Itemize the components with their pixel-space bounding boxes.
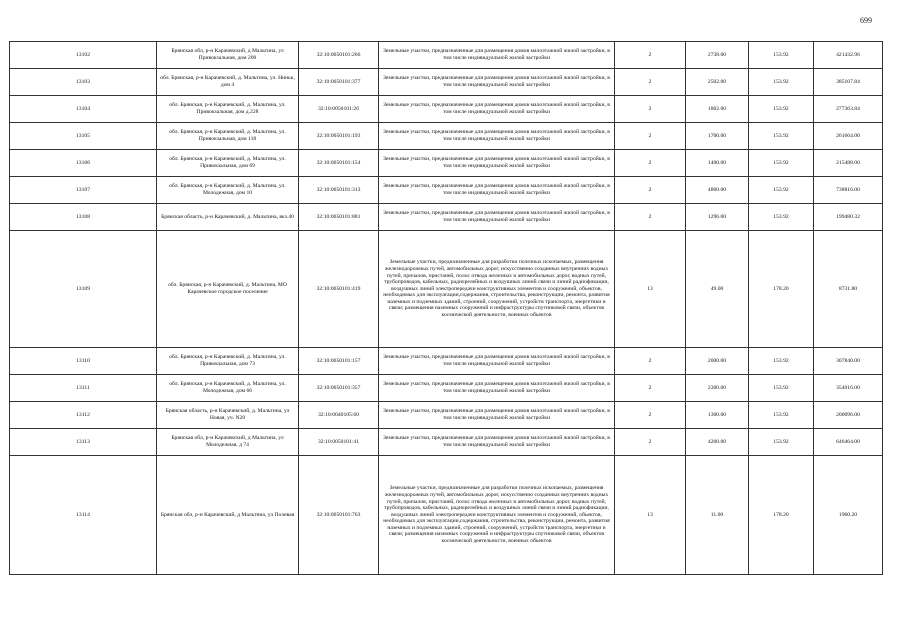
specific-value-cell: 153.92 (749, 204, 814, 231)
table-row (10, 402, 883, 429)
row-number-cell: 13112 (10, 402, 157, 429)
cadastral-value-cell: 307840.00 (814, 348, 883, 375)
page-number: 699 (860, 16, 872, 25)
row-number-cell: 13106 (10, 150, 157, 177)
use-group-code-cell: 13 (615, 456, 686, 575)
row-number-cell: 13107 (10, 177, 157, 204)
cadastral-number-cell: 32:10:0050101:41 (299, 429, 379, 456)
land-use-cell: Земельные участки, предназначенные для разработки полезных ископаемых, размещения железнодорожных путей, автомобильных дорог, искусственно созданных внутренних водных путей, причалов, пристаней, полос отвода железных и автомобильных дорог, водных путей, трубопроводов, кабельных, радиорелейных и воздушных линий связи и линий радиофикации, воздушных линий электропередачи конструктивных элементов и сооружений, объектов, необходимых для эксплуатации,содержания, строительства, реконструкции, ремонта, развития наземных и подземных зданий, строений, сооружений, устройств транспорта, энергетики и связи; размещения наземных сооружений и инфраструктуры спутниковой связи, объектов космической деятельности, военных объектов (379, 456, 615, 575)
cadastral-number-cell: 32:10:0050101:357 (299, 375, 379, 402)
address-cell: обл. Брянская, р-н Карачевский, д. Мальтина, ул. Привокзальная, дом 73 (157, 348, 299, 375)
use-group-code-cell: 13 (615, 231, 686, 348)
cadastral-value-cell: 199480.32 (814, 204, 883, 231)
table-row (10, 204, 883, 231)
area-cell: 2300.00 (686, 375, 749, 402)
table-body (10, 42, 883, 575)
use-group-code-cell: 2 (615, 123, 686, 150)
table-row (10, 42, 883, 69)
cadastral-number-cell: 32:10:0050101:26 (299, 96, 379, 123)
table-row (10, 177, 883, 204)
specific-value-cell: 153.92 (749, 402, 814, 429)
cadastral-value-cell: 646464.00 (814, 429, 883, 456)
specific-value-cell: 153.92 (749, 42, 814, 69)
table-row (10, 150, 883, 177)
land-use-cell: Земельные участки, предназначенные для размещения домов малоэтажной жилой застройки, в том числе индивидуальной жилой застройки (379, 348, 615, 375)
cadastral-value-cell: 385107.84 (814, 69, 883, 96)
specific-value-cell: 153.92 (749, 177, 814, 204)
specific-value-cell: 153.92 (749, 96, 814, 123)
address-cell: Брянская область, р-н Карачевский, д. Мальтина, вкз.40 (157, 204, 299, 231)
cadastral-number-cell: 32:10:0050101:313 (299, 177, 379, 204)
area-cell: 4200.00 (686, 429, 749, 456)
land-use-cell: Земельные участки, предназначенные для размещения домов малоэтажной жилой застройки, в том числе индивидуальной жилой застройки (379, 96, 615, 123)
table-row (10, 123, 883, 150)
cadastral-number-cell: 32:10:0050101:763 (299, 456, 379, 575)
land-use-cell: Земельные участки, предназначенные для размещения домов малоэтажной жилой застройки, в том числе индивидуальной жилой застройки (379, 69, 615, 96)
area-cell: 1400.00 (686, 150, 749, 177)
cadastral-number-cell: 32:10:0040105:60 (299, 402, 379, 429)
cadastral-value-cell: 261664.00 (814, 123, 883, 150)
address-cell: обл. Брянская, р-н Карачевский, д. Мальтина, ул. Молодежная, дом 10 (157, 177, 299, 204)
use-group-code-cell: 2 (615, 429, 686, 456)
cadastral-number-cell: 32:10:0050101:881 (299, 204, 379, 231)
land-use-cell: Земельные участки, предназначенные для размещения домов малоэтажной жилой застройки, в том числе индивидуальной жилой застройки (379, 42, 615, 69)
area-cell: 11.00 (686, 456, 749, 575)
specific-value-cell: 153.92 (749, 150, 814, 177)
address-cell: обл. Брянская, р-н Карачевский, д. Мальтина, ул. Привокзальная, дом д.228 (157, 96, 299, 123)
land-use-cell: Земельные участки, предназначенные для размещения домов малоэтажной жилой застройки, в том числе индивидуальной жилой застройки (379, 150, 615, 177)
cadastral-value-cell: 8731.80 (814, 231, 883, 348)
table-row (10, 375, 883, 402)
cadastral-number-cell: 32:10:0050101:377 (299, 69, 379, 96)
table-row (10, 429, 883, 456)
area-cell: 1296.00 (686, 204, 749, 231)
cadastral-number-cell: 32:10:0050101:266 (299, 42, 379, 69)
area-cell: 1300.00 (686, 402, 749, 429)
land-registry-table (9, 41, 883, 575)
use-group-code-cell: 2 (615, 348, 686, 375)
address-cell: Брянская обл, р-н Карачевский, д Мальтина, ул Полевая (157, 456, 299, 575)
cadastral-value-cell: 200096.00 (814, 402, 883, 429)
use-group-code-cell: 2 (615, 402, 686, 429)
use-group-code-cell: 2 (615, 69, 686, 96)
specific-value-cell: 153.92 (749, 348, 814, 375)
area-cell: 4800.00 (686, 177, 749, 204)
land-use-cell: Земельные участки, предназначенные для размещения домов малоэтажной жилой застройки, в том числе индивидуальной жилой застройки (379, 375, 615, 402)
land-use-cell: Земельные участки, предназначенные для размещения домов малоэтажной жилой застройки, в том числе индивидуальной жилой застройки (379, 204, 615, 231)
address-cell: обл. Брянская, р-н Карачевский, д. Мальтина, ул. Ниньк, дом 4 (157, 69, 299, 96)
use-group-code-cell: 2 (615, 150, 686, 177)
row-number-cell: 13111 (10, 375, 157, 402)
area-cell: 49.00 (686, 231, 749, 348)
cadastral-value-cell: 277363.84 (814, 96, 883, 123)
cadastral-value-cell: 215488.00 (814, 150, 883, 177)
row-number-cell: 13104 (10, 96, 157, 123)
cadastral-number-cell: 32:10:0050101:157 (299, 348, 379, 375)
cadastral-number-cell: 32:10:0050101:419 (299, 231, 379, 348)
area-cell: 1802.00 (686, 96, 749, 123)
specific-value-cell: 153.92 (749, 69, 814, 96)
area-cell: 2738.00 (686, 42, 749, 69)
use-group-code-cell: 2 (615, 96, 686, 123)
land-use-cell: Земельные участки, предназначенные для размещения домов малоэтажной жилой застройки, в том числе индивидуальной жилой застройки (379, 402, 615, 429)
area-cell: 1700.00 (686, 123, 749, 150)
cadastral-value-cell: 738816.00 (814, 177, 883, 204)
cadastral-value-cell: 1960.20 (814, 456, 883, 575)
address-cell: Брянская обл, р-н Карачевский, д Мальтина, ул Привокзальная, дом 200 (157, 42, 299, 69)
address-cell: Брянская обл, р-н Карачевский, д Мальтина, ул Молодежная, д 74 (157, 429, 299, 456)
land-use-cell: Земельные участки, предназначенные для размещения домов малоэтажной жилой застройки, в том числе индивидуальной жилой застройки (379, 429, 615, 456)
row-number-cell: 13109 (10, 231, 157, 348)
address-cell: обл. Брянская, р-н Карачевский, д. Мальтина, ул. Привокзальная, дом 118 (157, 123, 299, 150)
cadastral-value-cell: 421432.96 (814, 42, 883, 69)
address-cell: обл. Брянская, р-н Карачевский, д. Мальтина, МО Карачевское городское поселение (157, 231, 299, 348)
specific-value-cell: 178.20 (749, 231, 814, 348)
use-group-code-cell: 2 (615, 204, 686, 231)
specific-value-cell: 153.92 (749, 429, 814, 456)
table-row (10, 348, 883, 375)
row-number-cell: 13105 (10, 123, 157, 150)
use-group-code-cell: 2 (615, 42, 686, 69)
address-cell: обл. Брянская, р-н Карачевский, д. Мальтина, ул. Молодежная, дом 66 (157, 375, 299, 402)
row-number-cell: 13110 (10, 348, 157, 375)
table-row (10, 69, 883, 96)
cadastral-number-cell: 32:10:0050101:193 (299, 123, 379, 150)
table-row (10, 231, 883, 348)
cadastral-value-cell: 354016.00 (814, 375, 883, 402)
land-use-cell: Земельные участки, предназначенные для размещения домов малоэтажной жилой застройки, в том числе индивидуальной жилой застройки (379, 177, 615, 204)
specific-value-cell: 153.92 (749, 123, 814, 150)
row-number-cell: 13108 (10, 204, 157, 231)
use-group-code-cell: 2 (615, 177, 686, 204)
row-number-cell: 13114 (10, 456, 157, 575)
area-cell: 2502.00 (686, 69, 749, 96)
land-use-cell: Земельные участки, предназначенные для разработки полезных ископаемых, размещения железнодорожных путей, автомобильных дорог, искусственно созданных внутренних водных путей, причалов, пристаней, полос отвода железных и автомобильных дорог, водных путей, трубопроводов, кабельных, радиорелейных и воздушных линий связи и линий радиофикации, воздушных линий электропередачи конструктивных элементов и сооружений, объектов, необходимых для эксплуатации,содержания, строительства, реконструкции, ремонта, развития наземных и подземных зданий, строений, сооружений, устройств транспорта, энергетики и связи; размещения наземных сооружений и инфраструктуры спутниковой связи, объектов космической деятельности, военных объектов (379, 231, 615, 348)
table-row (10, 456, 883, 575)
address-cell: обл. Брянская, р-н Карачевский, д. Мальтина, ул. Привокзальная, дом 69 (157, 150, 299, 177)
area-cell: 2000.00 (686, 348, 749, 375)
table-row (10, 96, 883, 123)
specific-value-cell: 178.20 (749, 456, 814, 575)
row-number-cell: 13103 (10, 69, 157, 96)
row-number-cell: 13102 (10, 42, 157, 69)
use-group-code-cell: 2 (615, 375, 686, 402)
land-use-cell: Земельные участки, предназначенные для размещения домов малоэтажной жилой застройки, в том числе индивидуальной жилой застройки (379, 123, 615, 150)
address-cell: Брянская область, р-н Карачевский, д. Мальтина, ул Новая, уч. N20 (157, 402, 299, 429)
cadastral-number-cell: 32:10:0050101:154 (299, 150, 379, 177)
specific-value-cell: 153.92 (749, 375, 814, 402)
row-number-cell: 13113 (10, 429, 157, 456)
